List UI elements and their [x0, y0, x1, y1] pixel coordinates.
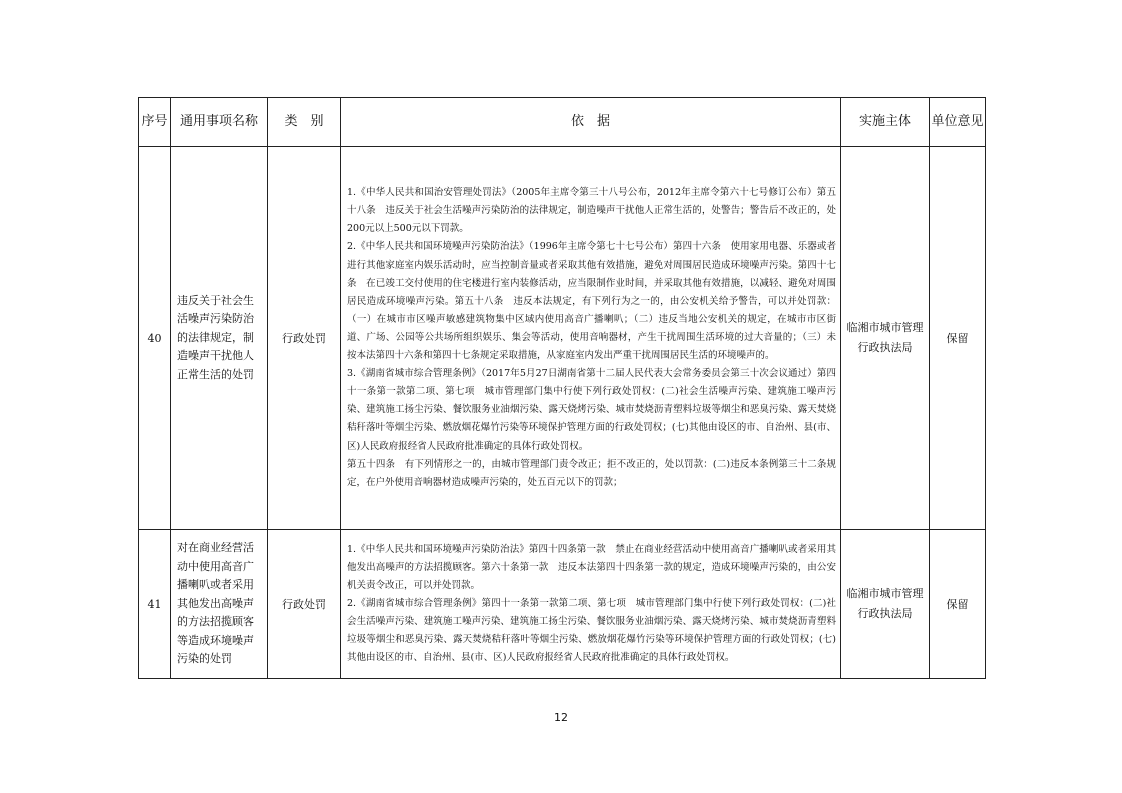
row-entity: 临湘市城市管理行政执法局: [841, 147, 930, 530]
row-seq: 41: [139, 530, 171, 679]
table-row: [139, 147, 986, 530]
row-item-name: 对在商业经营活动中使用高音广播喇叭或者采用其他发出高噪声的方法招揽顾客等造成环境噪声污染的处罚: [171, 530, 268, 679]
row-type: 行政处罚: [268, 530, 341, 679]
header-name: 通用事项名称: [171, 98, 268, 147]
basis-paragraph: 3.《湖南省城市综合管理条例》（2017年5月27日湖南省第十二届人民代表大会常务委员会第三十次会议通过）第四十一条第一款第二项、第七项 城市管理部门集中行使下列行政处罚权：(二)社会生活噪声污染、建筑施工噪声污染、建筑施工扬尘污染、餐饮服务业油烟污染、露天烧烤污染、城市焚烧沥青塑料垃圾等烟尘和恶臭污染、露天焚烧秸秆落叶等烟尘污染、燃放烟花爆竹污染等环境保护管理方面的行政处罚权；(七)其他由设区的市、自治州、县(市、区)人民政府报经省人民政府批准确定的具体行政处罚权。: [347, 368, 836, 452]
header-basis: 依 据: [341, 98, 841, 147]
row-opinion: 保留: [930, 147, 986, 530]
basis-paragraph: 2.《湖南省城市综合管理条例》第四十一条第一款第二项、第七项 城市管理部门集中行使下列行政处罚权：(二)社会生活噪声污染、建筑施工噪声污染、建筑施工扬尘污染、餐饮服务业油烟污染、露天烧烤污染、城市焚烧沥青塑料垃圾等烟尘和恶臭污染、露天焚烧秸秆落叶等烟尘污染、燃放烟花爆竹污染等环境保护管理方面的行政处罚权；(七)其他由设区的市、自治州、县(市、区)人民政府报经省人民政府批准确定的具体行政处罚权。: [347, 597, 836, 664]
row-opinion: 保留: [930, 530, 986, 679]
header-type: 类 别: [268, 98, 341, 147]
table-header-row: [139, 98, 986, 147]
page-number: 12: [554, 711, 568, 724]
basis-paragraph: 第五十四条 有下列情形之一的，由城市管理部门责令改正；拒不改正的，处以罚款：(二)违反本条例第三十二条规定，在户外使用音响器材造成噪声污染的，处五百元以下的罚款；: [347, 458, 836, 488]
table-row: [139, 530, 986, 679]
approval-items-table: [138, 97, 986, 679]
row-item-name: 违反关于社会生活噪声污染防治的法律规定，制造噪声干扰他人正常生活的处罚: [171, 147, 268, 530]
row-type: 行政处罚: [268, 147, 341, 530]
row-seq: 40: [139, 147, 171, 530]
basis-paragraph: 1.《中华人民共和国环境噪声污染防治法》第四十四条第一款 禁止在商业经营活动中使用高音广播喇叭或者采用其他发出高噪声的方法招揽顾客。第六十条第一款 违反本法第四十四条第一款的规定，造成环境噪声污染的，由公安机关责令改正，可以并处罚款。: [347, 543, 836, 591]
header-seq: 序号: [139, 98, 171, 147]
row-basis: [341, 530, 841, 679]
header-opinion: 单位意见: [930, 98, 986, 147]
header-entity: 实施主体: [841, 98, 930, 147]
basis-paragraph: 1.《中华人民共和国治安管理处罚法》（2005年主席令第三十八号公布，2012年主席令第六十七号修订公布）第五十八条 违反关于社会生活噪声污染防治的法律规定，制造噪声干扰他人正常生活的，处警告；警告后不改正的，处200元以上500元以下罚款。: [347, 187, 836, 235]
row-basis: [341, 147, 841, 530]
basis-paragraph: 2.《中华人民共和国环境噪声污染防治法》（1996年主席令第七十七号公布）第四十六条 使用家用电器、乐器或者进行其他家庭室内娱乐活动时，应当控制音量或者采取其他有效措施，避免对周围居民造成环境噪声污染。第四十七条 在已竣工交付使用的住宅楼进行室内装修活动，应当限制作业时间，并采取其他有效措施，以减轻、避免对周围居民造成环境噪声污染。第五十八条 违反本法规定，有下列行为之一的，由公安机关给予警告，可以并处罚款：（一）在城市市区噪声敏感建筑物集中区域内使用高音广播喇叭；（二）违反当地公安机关的规定，在城市市区街道、广场、公园等公共场所组织娱乐、集会等活动，使用音响器材，产生干扰周围生活环境的过大音量的；（三）未按本法第四十六条和第四十七条规定采取措施，从家庭室内发出严重干扰周围居民生活的环境噪声的。: [347, 241, 836, 362]
row-entity: 临湘市城市管理行政执法局: [841, 530, 930, 679]
